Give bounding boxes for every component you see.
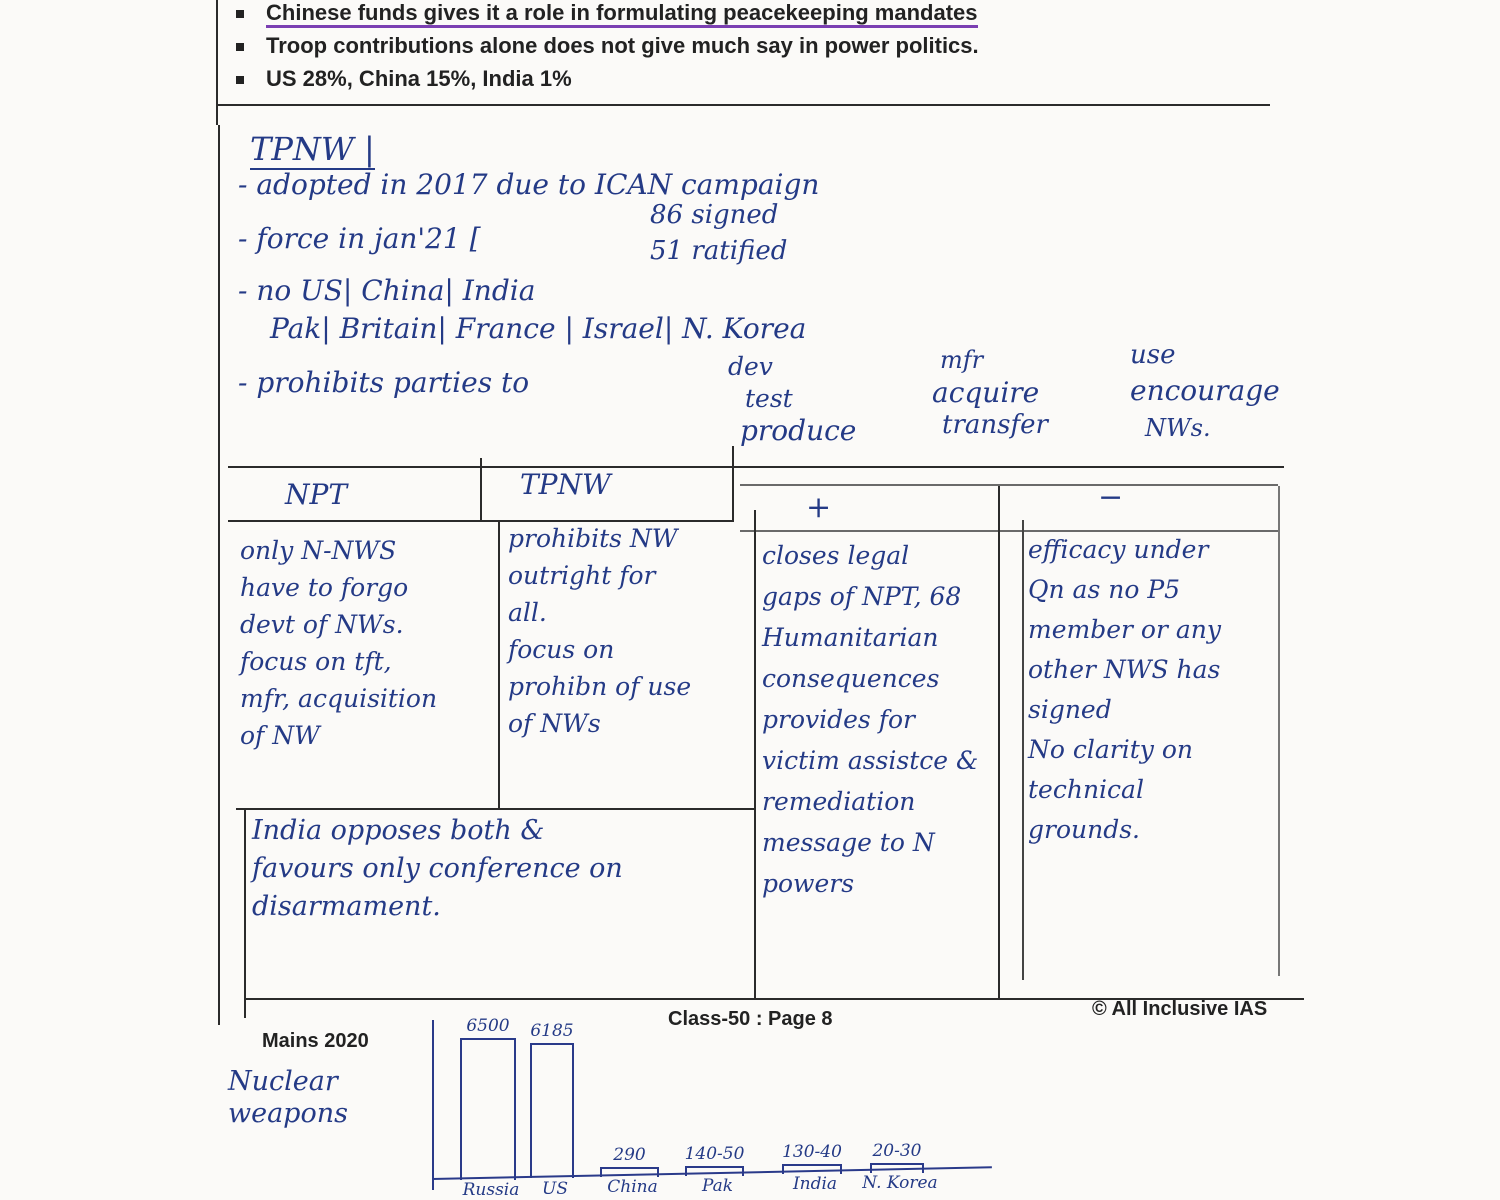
left-table-col-divider: [498, 520, 500, 810]
right-table-top-2: [740, 484, 1278, 486]
page-margin-left: [218, 125, 220, 1025]
header-npt: NPT: [285, 478, 348, 511]
pros-cell: closes legal gaps of NPT, 68 Humanitarian consequences provides for victim assistce & remediation message to N powers: [762, 541, 979, 898]
ratified-count: 51 ratified: [650, 236, 788, 266]
bullet-3: US 28%, China 15%, India 1%: [236, 66, 572, 92]
bullet-1: Chinese funds gives it a role in formulating peacekeeping mandates: [236, 0, 978, 26]
bar-value-label: 20-30: [872, 1140, 922, 1161]
bar-value-label: 290: [613, 1145, 646, 1165]
signed-count: 86 signed: [650, 200, 779, 230]
action-test: test: [745, 384, 793, 413]
notes-title: TPNW |: [250, 130, 375, 168]
bar-us: [530, 1043, 574, 1178]
tpnw-cell: prohibits NW outright for all. focus on prohibn of use of NWs: [508, 524, 692, 738]
npt-cell: only N-NWS have to forgo devt of NWs. focus on tft, mfr, acquisition of NW: [240, 536, 438, 750]
page-margin-top: [216, 0, 218, 125]
bar-india: [782, 1164, 842, 1174]
right-table-left-edge: [754, 510, 756, 1000]
bar-category-label: US: [542, 1178, 568, 1199]
header-plus: +: [806, 490, 832, 525]
notes-line-5: - prohibits parties to: [238, 366, 530, 399]
action-use: use: [1130, 340, 1176, 370]
bar-category-label: N. Korea: [862, 1172, 938, 1193]
bar-category-label: Russia: [462, 1180, 520, 1200]
india-position: India opposes both & favours only conference on disarmament.: [252, 815, 623, 922]
action-dev: dev: [728, 352, 773, 381]
action-transfer: transfer: [942, 410, 1048, 440]
chart-title: Nuclear weapons: [228, 1066, 348, 1129]
action-encourage: encourage: [1130, 374, 1280, 407]
left-table-lower-edge: [244, 808, 246, 1018]
notes-line-4: Pak| Britain| France | Israel| N. Korea: [270, 312, 807, 345]
left-table-right-edge: [732, 446, 734, 520]
action-acquire: acquire: [932, 376, 1040, 409]
bar-russia: [460, 1038, 516, 1180]
left-table-bottom-line: [236, 808, 756, 810]
left-table-header-divider: [480, 458, 482, 520]
action-produce: produce: [740, 414, 857, 447]
bar-n-korea: [870, 1163, 924, 1173]
bar-china: [600, 1167, 659, 1177]
action-mfr: mfr: [940, 346, 984, 374]
footer-right: © All Inclusive IAS: [1092, 998, 1268, 1020]
nuclear-weapons-chart: [430, 1010, 1000, 1200]
footer-center: Class-50 : Page 8: [668, 1008, 833, 1030]
notes-line-1: - adopted in 2017 due to ICAN campaign: [238, 168, 820, 201]
cons-cell: efficacy under Qn as no P5 member or any other NWS has signed No clarity on technical grounds.: [1028, 535, 1221, 844]
footer-left: Mains 2020: [262, 1030, 369, 1052]
right-table-top: [734, 466, 1284, 468]
header-tpnw: TPNW: [520, 468, 611, 501]
bar-value-label: 130-40: [782, 1142, 842, 1162]
chart-y-axis: [432, 1020, 434, 1190]
right-table-col-divider-2: [1022, 520, 1024, 980]
bar-category-label: China: [607, 1177, 658, 1197]
action-nws: NWs.: [1145, 414, 1211, 442]
bar-category-label: Pak: [701, 1175, 734, 1196]
bar-value-label: 6185: [530, 1021, 574, 1042]
bar-pak: [685, 1166, 744, 1176]
notes-line-3: - no US| China| India: [238, 274, 536, 307]
bar-category-label: India: [792, 1174, 838, 1194]
notes-line-2: - force in jan'21 [: [238, 222, 481, 255]
bullet-2: Troop contributions alone does not give much say in power politics.: [236, 33, 979, 59]
bar-value-label: 6500: [466, 1016, 510, 1036]
section-divider: [218, 104, 1270, 106]
bar-value-label: 140-50: [684, 1143, 745, 1164]
header-minus: −: [1098, 480, 1124, 515]
